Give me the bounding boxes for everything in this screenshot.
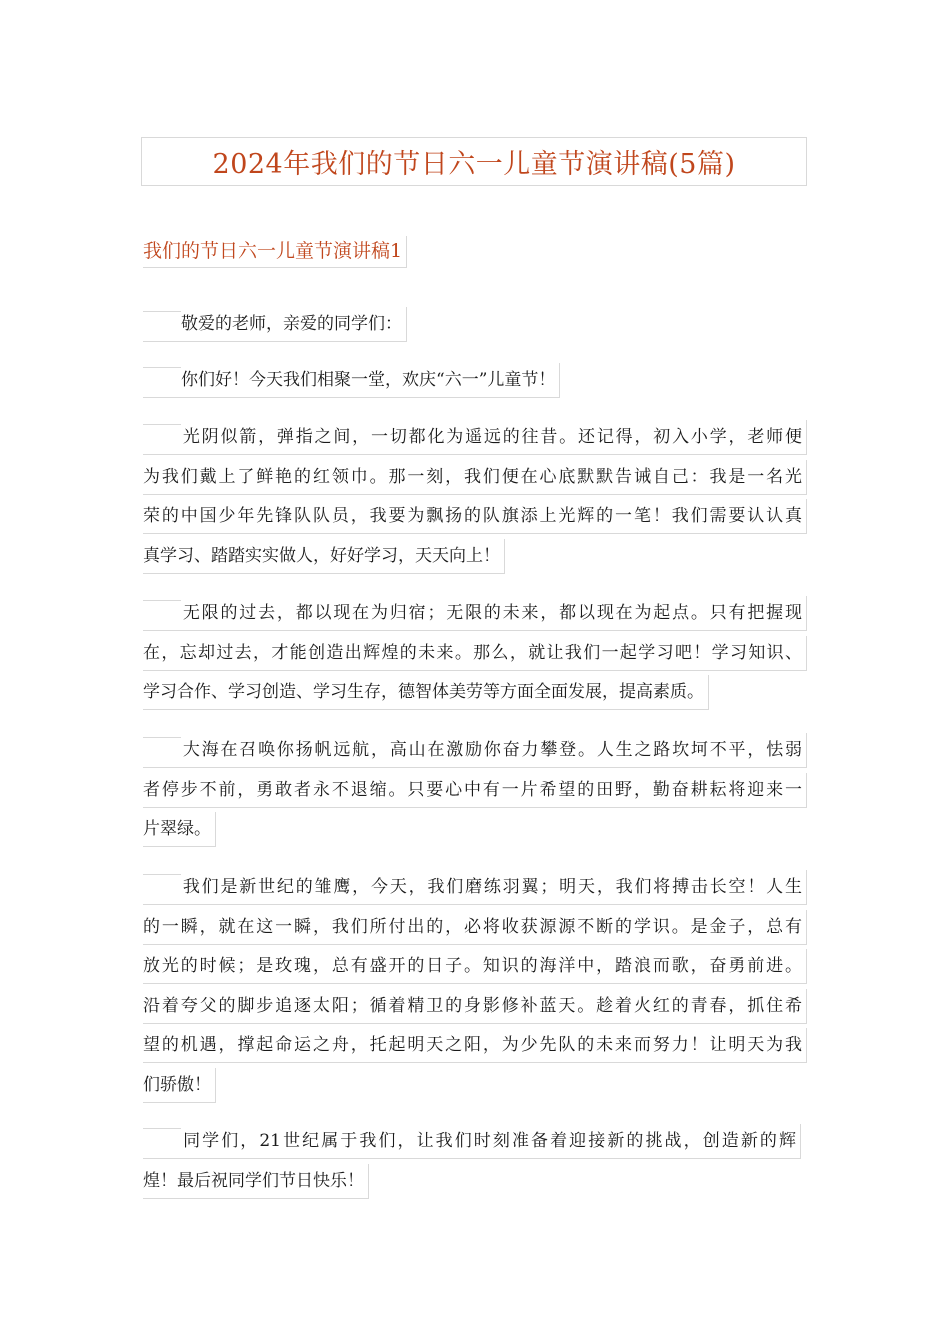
paragraph-5: [143, 731, 807, 850]
paragraph-line: 为我们戴上了鲜艳的红领巾。那一刻，我们便在心底默默告诫自己：我是一名光: [143, 460, 807, 495]
paragraph-line: 大海在召唤你扬帆远航，高山在激励你奋力攀登。人生之路坎坷不平，怯弱: [181, 740, 802, 760]
paragraph-6: [143, 868, 807, 1105]
paragraph-1: [143, 305, 807, 345]
section-heading: 我们的节日六一儿童节演讲稿1: [143, 236, 407, 268]
paragraph-2: [143, 361, 807, 401]
document-title: 2024年我们的节日六一儿童节演讲稿(5篇): [212, 149, 736, 180]
paragraph-line: 的一瞬，就在这一瞬，我们所付出的，必将收获源源不断的学识。是金子，总有: [143, 910, 807, 945]
paragraph-line: 沿着夸父的脚步追逐太阳；循着精卫的身影修补蓝天。趁着火红的青春，抓住希: [143, 989, 807, 1024]
paragraph-line: 荣的中国少年先锋队队员，我要为飘扬的队旗添上光辉的一笔！我们需要认认真: [143, 499, 807, 534]
paragraph-line: 者停步不前，勇敢者永不退缩。只要心中有一片希望的田野，勤奋耕耘将迎来一: [143, 773, 807, 808]
paragraph-line: 在，忘却过去，才能创造出辉煌的未来。那么，就让我们一起学习吧！学习知识、: [143, 636, 807, 671]
paragraph-line: 敬爱的老师，亲爱的同学们：: [181, 314, 402, 334]
paragraph-line: 同学们，21世纪属于我们，让我们时刻准备着迎接新的挑战，创造新的辉: [181, 1131, 796, 1151]
paragraph-line: 放光的时候；是玫瑰，总有盛开的日子。知识的海洋中，踏浪而歌，奋勇前进。: [143, 949, 807, 984]
paragraph-7: [143, 1122, 807, 1201]
paragraph-line: 你们好！今天我们相聚一堂，欢庆“六一”儿童节！: [181, 370, 556, 390]
paragraph-line: 学习合作、学习创造、学习生存，德智体美劳等方面全面发展，提高素质。: [143, 675, 709, 710]
paragraph-line: 我们是新世纪的雏鹰，今天，我们磨练羽翼；明天，我们将搏击长空！人生: [181, 877, 802, 897]
paragraph-line: 片翠绿。: [143, 812, 216, 847]
paragraph-3: [143, 418, 807, 576]
paragraph-line: 煌！最后祝同学们节日快乐！: [143, 1164, 369, 1199]
paragraph-line: 光阴似箭，弹指之间，一切都化为遥远的往昔。还记得，初入小学，老师便: [181, 427, 802, 447]
paragraph-line: 真学习、踏踏实实做人，好好学习，天天向上！: [143, 539, 505, 574]
paragraph-4: [143, 594, 807, 713]
paragraph-line: 无限的过去，都以现在为归宿；无限的未来，都以现在为起点。只有把握现: [181, 603, 802, 623]
paragraph-line: 们骄傲！: [143, 1068, 216, 1103]
document-title-box: [141, 137, 807, 186]
paragraph-line: 望的机遇，撑起命运之舟，托起明天之阳，为少先队的未来而努力！让明天为我: [143, 1028, 807, 1063]
